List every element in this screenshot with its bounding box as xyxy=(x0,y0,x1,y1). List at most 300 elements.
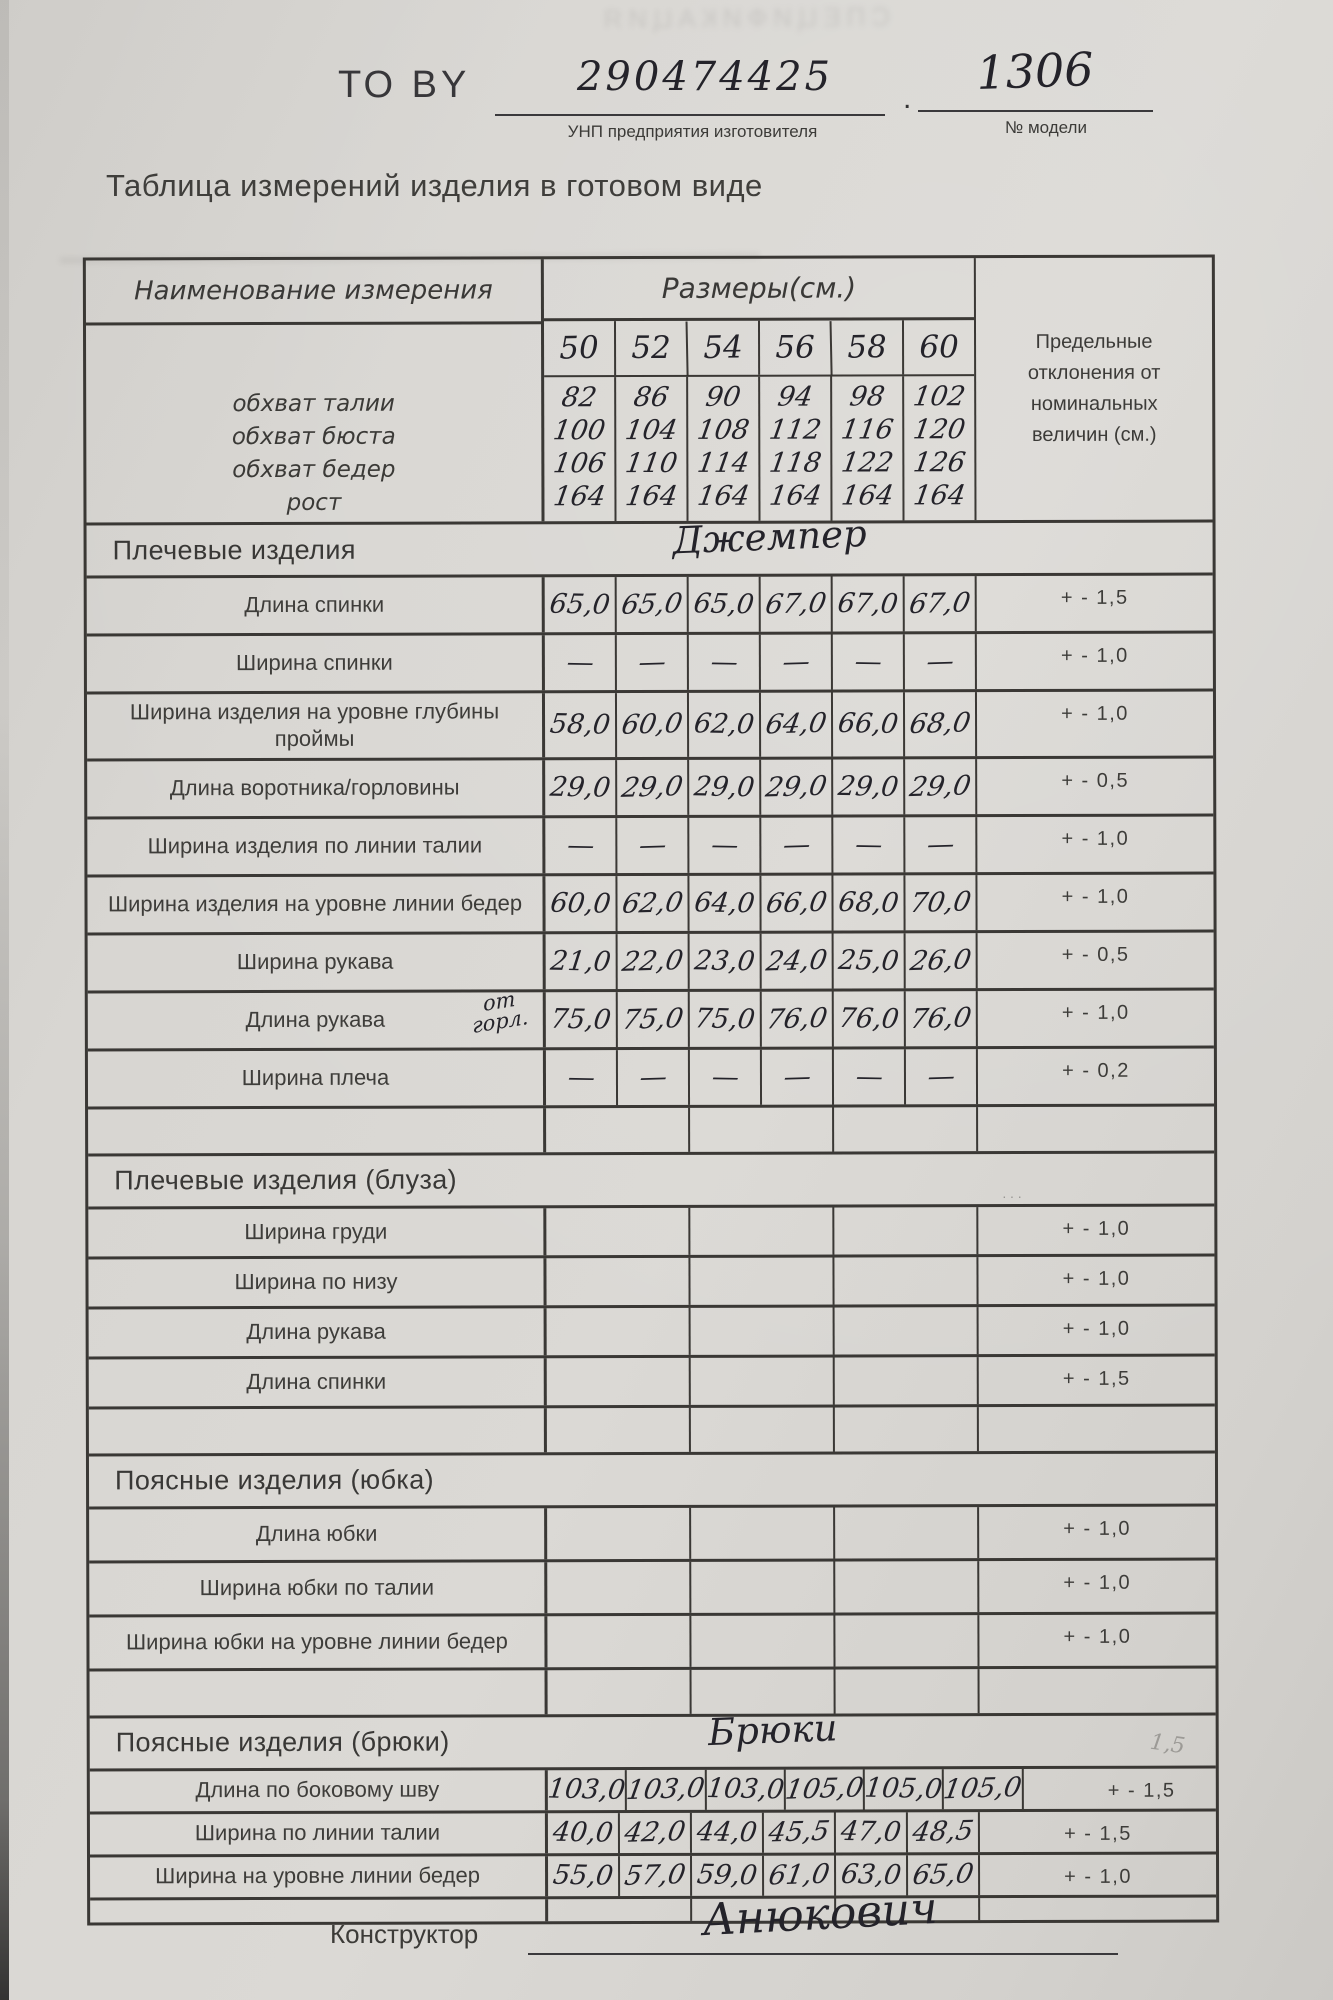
measurement-label-cell xyxy=(89,1508,547,1560)
measurement-row xyxy=(88,1203,1214,1256)
value-cell xyxy=(759,577,831,632)
spacer-row xyxy=(88,1103,1214,1153)
value-cell xyxy=(615,760,687,815)
measurement-label: Ширина по линии талии xyxy=(194,1819,441,1846)
unp-underline xyxy=(495,114,885,116)
tolerance-value: + - 1,0 xyxy=(1061,702,1129,725)
tolerance-cell xyxy=(976,990,1214,1046)
handwritten-value: 24,0 xyxy=(763,944,830,978)
tolerance-value: + - 1,0 xyxy=(1061,1001,1130,1024)
measurement-label-cell xyxy=(87,577,545,633)
handwritten-value: 75,0 xyxy=(692,1002,757,1036)
value-cell xyxy=(689,1307,833,1354)
value-cell xyxy=(615,818,687,873)
value-cell xyxy=(762,1812,834,1852)
handwritten-value: 22,0 xyxy=(619,944,686,978)
model-underline xyxy=(918,110,1153,112)
measurement-label-cell xyxy=(88,986,546,1048)
handwritten-value: 105,0 xyxy=(863,1772,945,1806)
spacer-row xyxy=(89,1403,1215,1453)
handwritten-value: — xyxy=(780,1060,814,1093)
measurement-row xyxy=(87,871,1213,932)
handwritten-value: 105,0 xyxy=(941,1772,1025,1806)
value-cell xyxy=(832,933,904,988)
spacer-row xyxy=(90,1665,1216,1715)
sizes-row xyxy=(544,320,974,377)
body-measurement-value: 90 xyxy=(703,381,743,413)
handwritten-value: 58,0 xyxy=(548,708,612,742)
value-cell xyxy=(548,1670,690,1714)
measurement-label: Ширина спинки xyxy=(235,649,393,676)
handwritten-value: 62,0 xyxy=(619,886,686,920)
value-cell xyxy=(690,1812,762,1852)
handwritten-value: 67,0 xyxy=(906,587,973,621)
measurement-row xyxy=(87,813,1213,874)
tolerance-value: + - 1,0 xyxy=(1063,1517,1132,1540)
separator-dot: . xyxy=(903,82,912,115)
name-column xyxy=(86,259,545,522)
size-value: 60 xyxy=(902,320,974,374)
value-cell xyxy=(688,1049,760,1104)
body-measurement-value: 164 xyxy=(911,480,968,512)
handwritten-value: 66,0 xyxy=(836,708,900,741)
value-cell xyxy=(903,817,975,872)
body-measurement-label: обхват талии xyxy=(232,390,395,417)
measurement-label-cell xyxy=(88,1258,546,1306)
unp-handwritten-value: 290474425 xyxy=(576,54,834,100)
measurement-label: Длина спинки xyxy=(246,1368,387,1394)
body-measurement-value: 100 xyxy=(551,415,608,447)
value-cell xyxy=(687,875,759,930)
value-cell xyxy=(833,1615,977,1666)
measurement-row xyxy=(88,987,1214,1048)
value-cell xyxy=(690,1855,762,1895)
handwritten-value: — xyxy=(635,646,668,679)
handwritten-value: 29,0 xyxy=(763,770,829,804)
measurement-label-cell xyxy=(87,635,545,691)
measurement-label: Ширина изделия на уровне линии бедер xyxy=(107,890,523,917)
value-cell xyxy=(833,1561,977,1612)
handwritten-value: 64,0 xyxy=(763,708,829,741)
tolerance-value: + - 1,5 xyxy=(1107,1779,1176,1802)
section-title: Плечевые изделия (блуза) xyxy=(114,1164,458,1196)
value-cell xyxy=(689,1357,833,1404)
tolerance-value: + - 1,5 xyxy=(1060,586,1129,609)
document-header xyxy=(0,41,1333,182)
value-cell xyxy=(833,1307,977,1354)
measurement-row xyxy=(87,631,1213,692)
page-title: Таблица измерений изделия в готовом виде xyxy=(106,168,763,203)
size-value: 52 xyxy=(614,321,686,375)
tolerance-value: + - 0,5 xyxy=(1061,943,1130,966)
handwritten-value: 62,0 xyxy=(692,708,756,741)
value-cell xyxy=(546,992,616,1047)
handwritten-value: — xyxy=(924,1060,958,1093)
handwritten-value: 66,0 xyxy=(763,886,830,920)
value-cell xyxy=(688,1107,832,1151)
value-cell xyxy=(545,693,615,757)
handwritten-value: 29,0 xyxy=(619,770,685,804)
tolerance-cell xyxy=(977,1506,1215,1558)
value-cell xyxy=(687,693,759,757)
designer-signature: Анюкович xyxy=(701,1882,939,1947)
sizes-header: Размеры(см.) xyxy=(544,258,974,321)
section-handwritten-title: Джемпер xyxy=(671,512,868,563)
value-cell xyxy=(689,1615,833,1666)
unp-caption: УНП предприятия изготовителя xyxy=(567,122,818,141)
handwritten-value: 44,0 xyxy=(695,1816,759,1849)
value-cell xyxy=(759,759,831,814)
value-cell xyxy=(903,875,975,930)
value-cell xyxy=(688,1207,832,1254)
measurement-label-cell xyxy=(88,1108,546,1153)
handwritten-value: 23,0 xyxy=(692,944,757,978)
handwritten-value: 64,0 xyxy=(692,886,757,920)
value-cell xyxy=(760,933,832,988)
measurement-label-cell xyxy=(89,1308,547,1356)
body-measurement-column xyxy=(614,377,686,521)
handwritten-value: 65,0 xyxy=(547,588,612,621)
value-cell xyxy=(545,818,615,873)
value-cell xyxy=(688,991,760,1046)
measurement-label: Ширина по низу xyxy=(234,1268,398,1294)
value-cell xyxy=(831,692,903,756)
measurement-label: Длина рукава xyxy=(245,1006,386,1032)
tolerance-value: + - 1,5 xyxy=(1064,1822,1132,1845)
body-measurement-column xyxy=(758,377,830,521)
value-cell xyxy=(904,933,976,988)
value-cell xyxy=(759,693,831,757)
tolerance-cell xyxy=(975,874,1213,930)
handwritten-value: — xyxy=(708,829,740,861)
handwritten-value: — xyxy=(924,828,957,861)
body-measurement-value: 86 xyxy=(631,381,671,414)
handwritten-value: — xyxy=(709,1061,741,1093)
handwritten-value: — xyxy=(564,829,596,862)
body-measurement-value: 120 xyxy=(911,414,968,446)
tolerance-cell xyxy=(977,1560,1215,1612)
handwritten-value: 57,0 xyxy=(622,1859,688,1893)
tolerance-cell xyxy=(978,1811,1216,1852)
value-cell xyxy=(903,634,975,689)
body-measurement-value: 98 xyxy=(847,381,887,413)
handwritten-value: 68,0 xyxy=(836,886,901,919)
value-cell xyxy=(547,1358,689,1405)
tolerance-cell xyxy=(975,816,1213,872)
designer-label: Конструктор xyxy=(330,1919,479,1949)
value-cell xyxy=(759,817,831,872)
body-measurement-value: 114 xyxy=(695,447,752,479)
value-cell xyxy=(903,759,975,814)
handwritten-value: 59,0 xyxy=(695,1859,759,1892)
size-value: 56 xyxy=(758,321,830,375)
bleed-through-ghost-text: СПЕЦИФИКАЦИЯ xyxy=(597,1,891,35)
handwritten-value: 25,0 xyxy=(836,944,901,977)
sizes-column-group xyxy=(544,258,975,521)
body-measurement-value: 104 xyxy=(623,414,680,447)
measurement-row xyxy=(90,1808,1216,1854)
value-cell xyxy=(689,1561,833,1612)
body-measurement-label: обхват бюста xyxy=(231,423,396,450)
model-caption: № модели xyxy=(1005,118,1087,137)
body-measurement-label: рост xyxy=(286,489,342,516)
body-measurement-values xyxy=(544,376,974,521)
value-cell xyxy=(759,635,831,690)
value-cell xyxy=(704,1769,786,1809)
section-header xyxy=(90,1705,1216,1768)
document-footer xyxy=(0,1882,1333,1985)
measurement-label: Длина рукава xyxy=(246,1318,386,1344)
value-cell xyxy=(548,1813,618,1853)
value-cell xyxy=(941,1769,1025,1809)
tolerance-value: + - 1,0 xyxy=(1061,827,1130,850)
handwritten-value: — xyxy=(852,828,884,861)
measurement-row xyxy=(87,689,1213,759)
handwritten-value: 65,0 xyxy=(691,588,756,621)
value-cell xyxy=(833,1407,977,1451)
value-cell xyxy=(760,991,832,1046)
measurement-label-cell xyxy=(88,1208,546,1256)
body-measurement-value: 94 xyxy=(775,381,815,413)
handwritten-value: 55,0 xyxy=(551,1859,615,1892)
value-cell xyxy=(615,876,687,931)
value-cell xyxy=(618,1856,690,1896)
measurement-label: Ширина изделия на уровне глубины проймы xyxy=(129,698,500,751)
handwritten-value: 29,0 xyxy=(836,770,901,803)
value-cell xyxy=(831,817,903,872)
body-measurement-value: 164 xyxy=(695,480,752,512)
measurement-label: Ширина изделия по линии талии xyxy=(147,832,483,859)
body-measurement-value: 116 xyxy=(839,414,896,446)
handwritten-value: 61,0 xyxy=(766,1858,832,1892)
measurement-row xyxy=(88,1253,1214,1306)
section-title: Поясные изделия (юбка) xyxy=(114,1464,435,1496)
pencil-specks: ··· xyxy=(1002,1188,1025,1204)
tolerance-cell xyxy=(977,1356,1215,1404)
value-cell xyxy=(687,577,759,632)
model-handwritten-value: 1306 xyxy=(975,41,1095,101)
handwritten-value: 40,0 xyxy=(551,1816,615,1849)
tolerance-cell xyxy=(977,1614,1215,1666)
value-cell xyxy=(833,1507,977,1558)
measurement-row xyxy=(90,1765,1216,1811)
tolerance-cell xyxy=(976,932,1214,988)
value-cell xyxy=(863,1769,945,1809)
measurement-label: Ширина юбки по талии xyxy=(199,1574,435,1600)
body-measurement-value: 164 xyxy=(839,480,896,512)
measurement-row xyxy=(89,1503,1215,1560)
value-cell xyxy=(548,1770,625,1810)
value-cell xyxy=(545,577,615,632)
measurement-label: Длина воротника/горловины xyxy=(169,774,460,800)
measurement-label-cell xyxy=(87,876,545,932)
value-cell xyxy=(547,1408,689,1452)
value-cell xyxy=(616,992,688,1047)
value-cell xyxy=(547,1616,689,1667)
handwritten-value: 26,0 xyxy=(907,943,974,977)
value-cell xyxy=(759,875,831,930)
value-cell xyxy=(687,817,759,872)
measurement-label: Длина юбки xyxy=(255,1520,378,1546)
handwritten-value: 65,0 xyxy=(618,588,685,621)
handwritten-value: 60,0 xyxy=(548,887,613,920)
pencil-mark: 1,5 xyxy=(1148,1729,1187,1760)
section-title: Поясные изделия (брюки) xyxy=(115,1726,450,1758)
body-measurement-value: 112 xyxy=(767,414,824,446)
handwritten-value: 76,0 xyxy=(908,1001,974,1035)
handwritten-value: 21,0 xyxy=(548,945,613,978)
section-header xyxy=(89,1450,1215,1506)
value-cell xyxy=(546,934,616,989)
handwritten-value: — xyxy=(853,1060,885,1093)
value-cell xyxy=(546,1108,688,1152)
handwritten-value: — xyxy=(708,646,740,679)
value-cell xyxy=(687,759,759,814)
measurement-row xyxy=(88,929,1214,990)
org-code-label: ТО BY xyxy=(338,64,471,106)
tolerance-cell xyxy=(976,1048,1214,1104)
handwritten-value: — xyxy=(852,646,884,678)
size-value: 58 xyxy=(830,320,903,375)
handwritten-value: 29,0 xyxy=(548,771,613,804)
value-cell xyxy=(832,1207,976,1254)
tolerance-cell xyxy=(1022,1768,1260,1809)
measurement-label-cell xyxy=(87,693,545,758)
value-cell xyxy=(545,760,615,815)
value-cell xyxy=(831,759,903,814)
value-cell xyxy=(548,1856,618,1896)
measurement-label-cell xyxy=(90,1770,548,1811)
value-cell xyxy=(904,991,976,1046)
handwritten-value: 29,0 xyxy=(907,769,973,803)
tolerance-value: + - 0,2 xyxy=(1062,1059,1130,1082)
measurement-row xyxy=(89,1611,1215,1668)
handwritten-value: 47,0 xyxy=(839,1816,903,1849)
size-value: 54 xyxy=(686,320,759,375)
measurement-label-cell xyxy=(89,1408,547,1453)
handwritten-value: 29,0 xyxy=(692,770,757,804)
table-sections xyxy=(87,512,1217,1923)
section-title: Плечевые изделия xyxy=(112,534,356,565)
body-measurement-value: 122 xyxy=(839,447,896,479)
scan-edge-shadow xyxy=(0,0,9,2000)
measurement-label: Длина спинки xyxy=(244,591,385,618)
measurement-row xyxy=(87,573,1213,634)
tolerance-value: + - 1,0 xyxy=(1062,1317,1131,1340)
handwritten-value: 76,0 xyxy=(764,1002,830,1036)
handwritten-value: — xyxy=(923,645,956,678)
value-cell xyxy=(906,1812,978,1852)
value-cell xyxy=(616,1050,688,1105)
handwritten-value: 75,0 xyxy=(620,1002,686,1036)
body-measurement-value: 126 xyxy=(911,447,968,479)
size-value: 50 xyxy=(558,329,600,367)
body-measurement-column xyxy=(830,376,902,520)
table-header-block xyxy=(86,258,1213,523)
tolerance-cell xyxy=(975,634,1213,690)
handwritten-value: — xyxy=(636,829,669,862)
tolerance-value: + - 1,5 xyxy=(1062,1367,1131,1390)
handwritten-value: 76,0 xyxy=(836,1002,901,1035)
value-cell xyxy=(546,1258,688,1305)
measurement-row xyxy=(89,1353,1215,1406)
handwritten-value: 70,0 xyxy=(907,885,974,919)
tolerance-value: + - 1,0 xyxy=(1064,1865,1132,1888)
tolerance-value: + - 1,0 xyxy=(1063,1571,1132,1594)
handwritten-note: от горл. xyxy=(471,986,529,1038)
measurement-label: Ширина плеча xyxy=(241,1064,390,1090)
value-cell xyxy=(546,1208,688,1255)
measurement-label-cell xyxy=(90,1813,548,1854)
handwritten-value: 103,0 xyxy=(704,1773,786,1806)
tolerance-value: + - 0,5 xyxy=(1061,769,1130,792)
body-measurement-label: обхват бедер xyxy=(232,456,396,483)
handwritten-value: 63,0 xyxy=(839,1859,903,1892)
measurement-label-cell xyxy=(89,1616,547,1668)
handwritten-value: 103,0 xyxy=(624,1772,708,1807)
value-cell xyxy=(760,1049,832,1104)
section-handwritten-title: Брюки xyxy=(707,1705,839,1754)
handwritten-value: 48,5 xyxy=(910,1815,976,1849)
handwritten-value: 75,0 xyxy=(548,1003,613,1036)
handwritten-value: 103,0 xyxy=(546,1773,627,1807)
tolerance-value: + - 1,0 xyxy=(1063,1625,1132,1648)
measurement-label-cell xyxy=(88,934,546,990)
value-cell xyxy=(782,1769,866,1809)
body-measurement-value: 102 xyxy=(910,381,968,413)
body-measurement-value: 106 xyxy=(551,448,608,480)
tolerance-value: + - 1,0 xyxy=(1061,885,1130,908)
body-measurement-column xyxy=(544,377,614,521)
handwritten-value: — xyxy=(565,1061,597,1094)
value-cell xyxy=(547,1308,689,1355)
value-cell xyxy=(547,1562,689,1613)
measurement-label: Ширина юбки на уровне линии бедер xyxy=(125,1628,508,1655)
section-header xyxy=(88,1150,1214,1206)
handwritten-value: — xyxy=(780,828,813,861)
tolerance-cell xyxy=(975,576,1213,632)
value-cell xyxy=(624,1770,708,1810)
measurement-label-cell xyxy=(88,1050,546,1106)
body-measurement-value: 82 xyxy=(559,382,599,414)
handwritten-value: 68,0 xyxy=(907,707,973,741)
value-cell xyxy=(834,1812,906,1852)
tolerance-cell xyxy=(978,1668,1216,1713)
measurement-row xyxy=(89,1557,1215,1614)
measurement-label-cell xyxy=(89,1562,547,1614)
value-cell xyxy=(832,991,904,1046)
value-cell xyxy=(831,875,903,930)
measurement-row xyxy=(89,1303,1215,1356)
value-cell xyxy=(831,576,903,631)
value-cell xyxy=(832,1107,976,1151)
measurement-label-cell xyxy=(90,1856,548,1897)
body-measurement-value: 164 xyxy=(551,481,608,513)
measurement-table xyxy=(83,255,1219,1926)
measurement-label: Длина по боковому шву xyxy=(195,1776,440,1803)
handwritten-value: 105,0 xyxy=(782,1772,866,1806)
measurement-label-cell xyxy=(90,1670,548,1715)
value-cell xyxy=(616,934,688,989)
handwritten-value: 65,0 xyxy=(910,1858,976,1892)
tolerance-value: + - 1,0 xyxy=(1060,644,1129,667)
tolerance-cell xyxy=(976,1256,1214,1304)
measurement-label-cell xyxy=(87,818,545,874)
value-cell xyxy=(546,1050,616,1105)
value-cell xyxy=(687,635,759,690)
value-cell xyxy=(688,933,760,988)
measurement-row xyxy=(88,1045,1214,1106)
